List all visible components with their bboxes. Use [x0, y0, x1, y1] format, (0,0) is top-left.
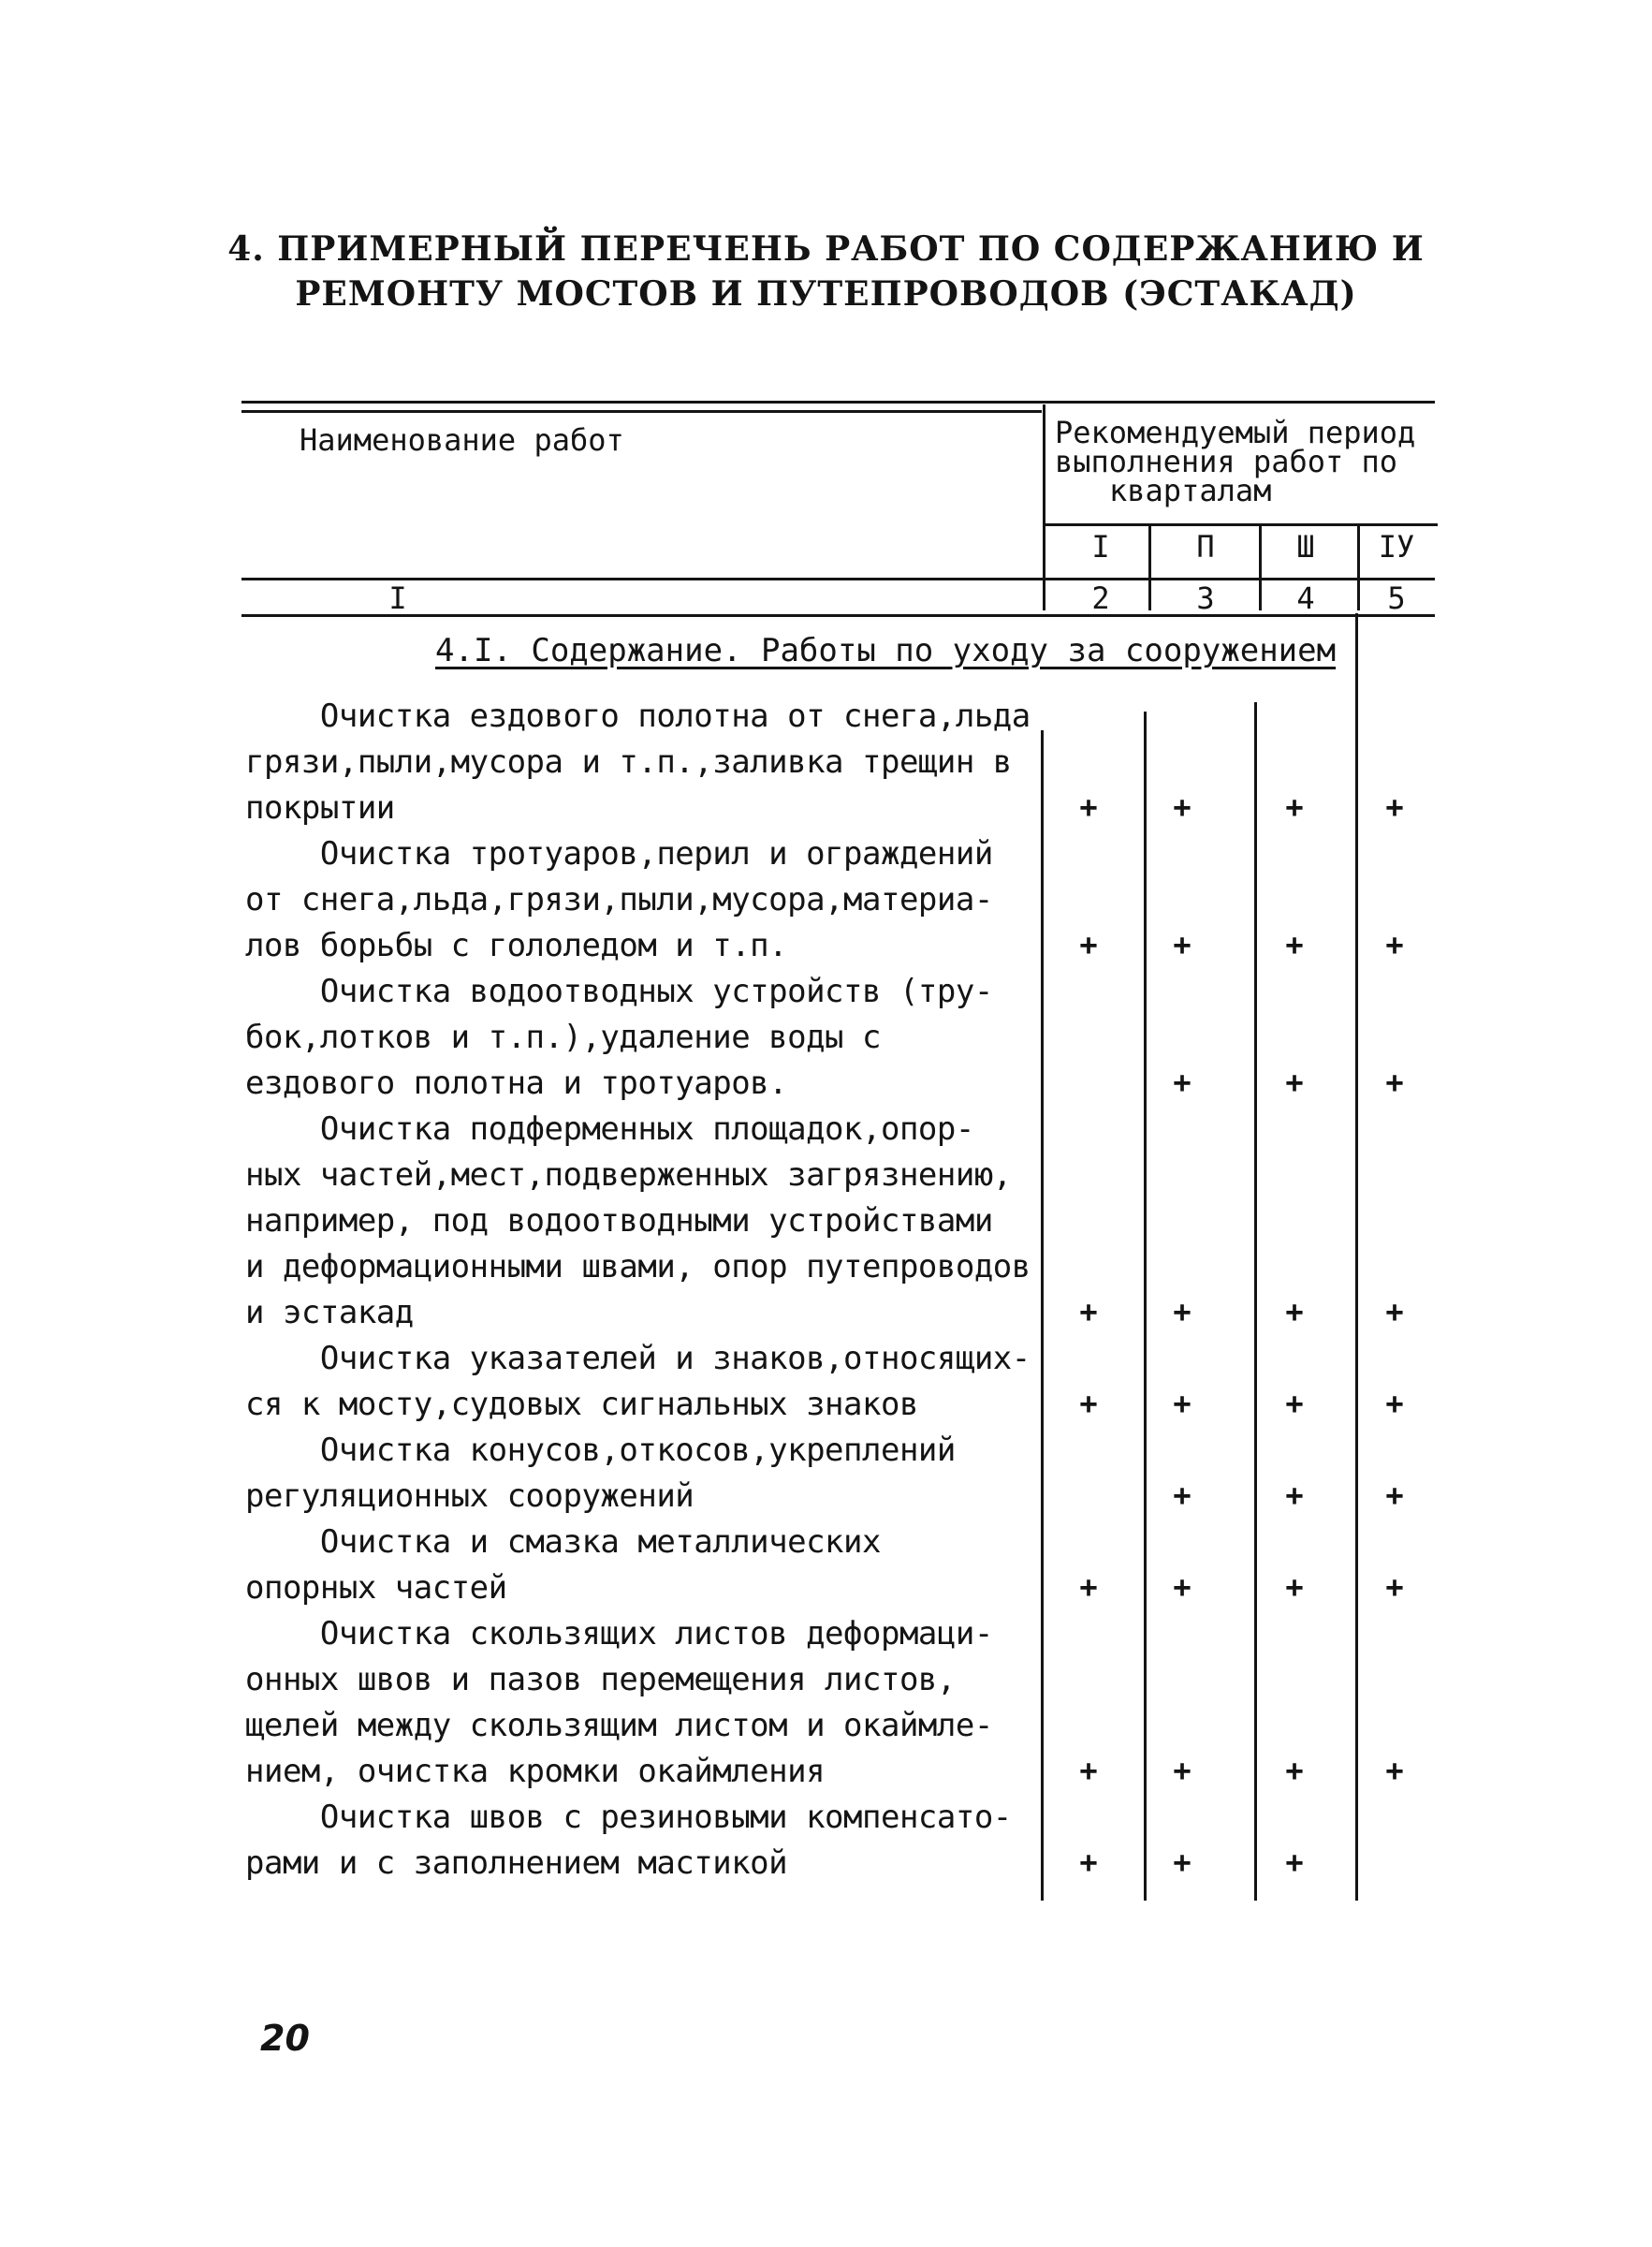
quarter-mark-1: + [1079, 789, 1098, 825]
quarter-mark-2: + [1173, 1753, 1191, 1788]
title-line-1: 4. ПРИМЕРНЫЙ ПЕРЕЧЕНЬ РАБОТ ПО СОДЕРЖАНИЮ И [227, 229, 1425, 269]
row-text-line: рами и с заполнением мастикой [245, 1844, 788, 1882]
row-text-line: покрытии [245, 789, 395, 827]
col-name-header: Наименование работ [300, 422, 624, 458]
table-top-rule-inner [241, 410, 1042, 413]
quarters-rule [1045, 523, 1438, 526]
row-text-line: Очистка скользящих листов деформаци- [245, 1615, 993, 1652]
quarter-mark-4: + [1385, 927, 1404, 962]
row-text-line: ся к мосту,судовых сигнальных знаков [245, 1386, 918, 1423]
quarter-mark-3: + [1285, 927, 1304, 962]
page-number: 20 [260, 2018, 310, 2059]
quarter-mark-3: + [1285, 1294, 1304, 1329]
quarter-label-4: IУ [1378, 529, 1415, 565]
row-text-line: щелей между скользящим листом и окаймле- [245, 1707, 993, 1744]
quarter-mark-2: + [1173, 789, 1191, 825]
quarter-mark-4: + [1385, 1294, 1404, 1329]
row-text-line: нием, очистка кромки окаймления [245, 1753, 826, 1790]
col-number-4: 4 [1296, 580, 1315, 616]
row-text-line: онных швов и пазов перемещения листов, [245, 1661, 956, 1698]
table-top-rule [241, 401, 1435, 404]
quarters-divider-2 [1259, 526, 1262, 610]
body-col-line-2 [1144, 712, 1147, 1901]
quarter-mark-3: + [1285, 1753, 1304, 1788]
row-text-line: и деформационными швами, опор путепроводов [245, 1248, 1031, 1285]
quarters-divider-1 [1148, 526, 1151, 610]
row-text-line: Очистка и смазка металлических [245, 1523, 881, 1561]
quarter-mark-2: + [1173, 1844, 1191, 1880]
row-text-line: Очистка конусов,откосов,укреплений [245, 1432, 956, 1469]
numbers-bottom-rule [241, 614, 1435, 617]
title-line-2: РЕМОНТУ МОСТОВ И ПУТЕПРОВОДОВ (ЭСТАКАД) [295, 274, 1357, 314]
quarter-mark-4: + [1385, 1065, 1404, 1100]
quarter-mark-3: + [1285, 1844, 1304, 1880]
row-text-line: опорных частей [245, 1569, 507, 1607]
quarter-mark-1: + [1079, 927, 1098, 962]
row-text-line: ездового полотна и тротуаров. [245, 1065, 788, 1102]
quarter-mark-4: + [1385, 1477, 1404, 1513]
quarter-label-1: I [1091, 529, 1110, 565]
row-text-line: Очистка водоотводных устройств (тру- [245, 973, 993, 1010]
quarter-mark-2: + [1173, 1386, 1191, 1421]
row-text-line: и эстакад [245, 1294, 414, 1331]
col-number-2: 2 [1091, 580, 1110, 616]
row-text-line: Очистка подферменных площадок,опор- [245, 1110, 974, 1148]
period-header-line-3: кварталам [1109, 473, 1272, 508]
quarter-mark-2: + [1173, 927, 1191, 962]
row-text-line: лов борьбы с гололедом и т.п. [245, 927, 788, 964]
row-text-line: Очистка тротуаров,перил и ограждений [245, 835, 993, 873]
period-header-line-1: Рекомендуемый период [1055, 415, 1416, 450]
row-text-line: от снега,льда,грязи,пыли,мусора,материа- [245, 881, 993, 918]
quarter-mark-1: + [1079, 1844, 1098, 1880]
quarter-mark-3: + [1285, 1065, 1304, 1100]
row-text-line: бок,лотков и т.п.),удаление воды с [245, 1019, 881, 1056]
quarter-mark-4: + [1385, 1753, 1404, 1788]
quarter-label-3: Ш [1296, 529, 1315, 565]
row-text-line: регуляционных сооружений [245, 1477, 694, 1515]
section-title: 4.I. Содержание. Работы по уходу за сооружением [435, 632, 1337, 669]
quarter-mark-1: + [1079, 1753, 1098, 1788]
row-text-line: грязи,пыли,мусора и т.п.,заливка трещин в [245, 743, 1012, 781]
body-col-line-1 [1041, 730, 1044, 1901]
quarter-mark-4: + [1385, 1386, 1404, 1421]
quarter-mark-3: + [1285, 1569, 1304, 1605]
quarter-mark-4: + [1385, 789, 1404, 825]
quarter-mark-2: + [1173, 1477, 1191, 1513]
quarter-label-2: П [1196, 529, 1215, 565]
quarter-mark-1: + [1079, 1569, 1098, 1605]
row-text-line: например, под водоотводными устройствами [245, 1202, 993, 1240]
col-number-3: 3 [1196, 580, 1215, 616]
quarter-mark-1: + [1079, 1294, 1098, 1329]
body-col-line-4 [1355, 613, 1358, 1901]
row-text-line: Очистка указателей и знаков,относящих- [245, 1340, 1031, 1377]
row-text-line: Очистка ездового полотна от снега,льда [245, 698, 1031, 735]
col-number-1: I [388, 580, 407, 616]
period-header-line-2: выполнения работ по [1055, 444, 1398, 479]
quarter-mark-2: + [1173, 1569, 1191, 1605]
col-number-5: 5 [1387, 580, 1406, 616]
quarter-mark-3: + [1285, 789, 1304, 825]
quarter-mark-4: + [1385, 1569, 1404, 1605]
quarter-mark-2: + [1173, 1065, 1191, 1100]
quarter-mark-2: + [1173, 1294, 1191, 1329]
quarter-mark-3: + [1285, 1386, 1304, 1421]
body-col-line-3 [1254, 702, 1257, 1901]
row-text-line: Очистка швов с резиновыми компенсато- [245, 1799, 1012, 1836]
quarter-mark-1: + [1079, 1386, 1098, 1421]
row-text-line: ных частей,мест,подверженных загрязнению, [245, 1156, 1012, 1194]
quarter-mark-3: + [1285, 1477, 1304, 1513]
